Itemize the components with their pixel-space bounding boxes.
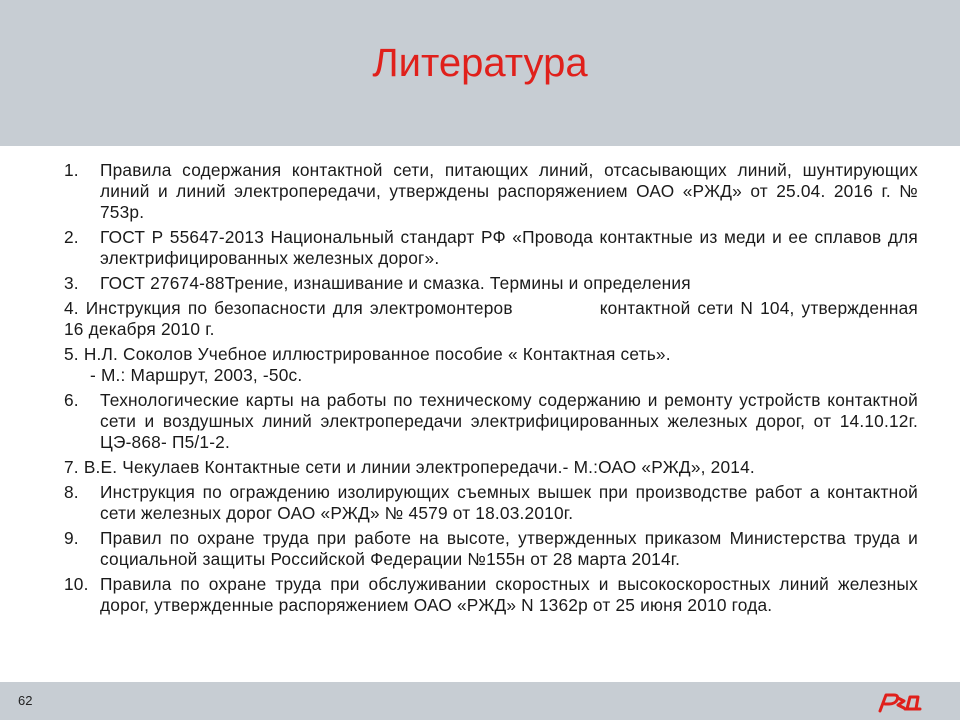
list-item-number: 1.: [64, 160, 79, 180]
list-item-text: Инструкция по безопасности для электромонтеров: [85, 298, 513, 318]
list-item: [64, 298, 918, 340]
list-item-text: Инструкция по ограждению изолирующих съемных вышек при производстве работ а контактной сети железных дорог ОАО «РЖД» № 4579 от 18.03.2010г.: [100, 482, 918, 523]
list-item-number: 7.: [64, 457, 79, 477]
list-item-number: 2.: [64, 227, 79, 247]
list-item-number: 5.: [64, 344, 79, 364]
list-item-text: Н.Л. Соколов Учебное иллюстрированное пособие « Контактная сеть».: [83, 344, 671, 364]
slide-title: Литература: [372, 41, 588, 85]
list-item-text: Правила по охране труда при обслуживании скоростных и высокоскоростных линий железных дорог, утвержденные распоряжением ОАО «РЖД» N 1362р от 25 июня 2010 года.: [100, 574, 918, 615]
list-item: [64, 227, 918, 269]
list-item-text: Технологические карты на работы по техническому содержанию и ремонту устройств контактной сети и воздушных линий электропередачи электрифицированных железных дорог, от 14.10.12г. ЦЭ-868- П5/1-2.: [100, 390, 918, 452]
footer-bar: [0, 682, 960, 720]
list-item-number: 8.: [64, 482, 79, 502]
list-item-number: 9.: [64, 528, 79, 548]
list-item-text: Правил по охране труда при работе на высоте, утвержденных приказом Министерства труда и социальной защиты Российской Федерации №155н от 28 марта 2014г.: [100, 528, 918, 569]
list-item: [64, 528, 918, 570]
list-item: [64, 482, 918, 524]
list-item-number: 6.: [64, 390, 79, 410]
list-item: [64, 457, 918, 478]
list-item: [64, 344, 918, 365]
list-item: [64, 273, 918, 294]
list-item-text-continued: контактной сети N 104, утвержденная 16 декабря 2010 г.: [64, 298, 918, 339]
list-item-text: Правила содержания контактной сети, питающих линий, отсасывающих линий, шунтирующих линий и линий электропередачи, утверждены распоряжением ОАО «РЖД» от 25.04. 2016 г. № 753р.: [100, 160, 918, 222]
rzd-logo-icon: [874, 689, 926, 715]
list-item-number: 4.: [64, 298, 79, 318]
reference-list: [64, 160, 918, 620]
list-item-number: 10.: [64, 574, 89, 594]
list-item-number: 3.: [64, 273, 79, 293]
list-item: [64, 574, 918, 616]
list-item-text: В.Е. Чекулаев Контактные сети и линии электропередачи.- М.:ОАО «РЖД», 2014.: [83, 457, 755, 477]
page-number: 62: [18, 693, 33, 708]
list-item-text: ГОСТ 27674-88Трение, изнашивание и смазка. Термины и определения: [100, 273, 691, 293]
list-item-text: ГОСТ Р 55647-2013 Национальный стандарт РФ «Провода контактные из меди и ее сплавов для электрифицированных железных дорог».: [100, 227, 918, 268]
list-item: [64, 390, 918, 453]
list-item-subline: - М.: Маршрут, 2003, -50с.: [90, 365, 303, 385]
list-item: [64, 160, 918, 223]
